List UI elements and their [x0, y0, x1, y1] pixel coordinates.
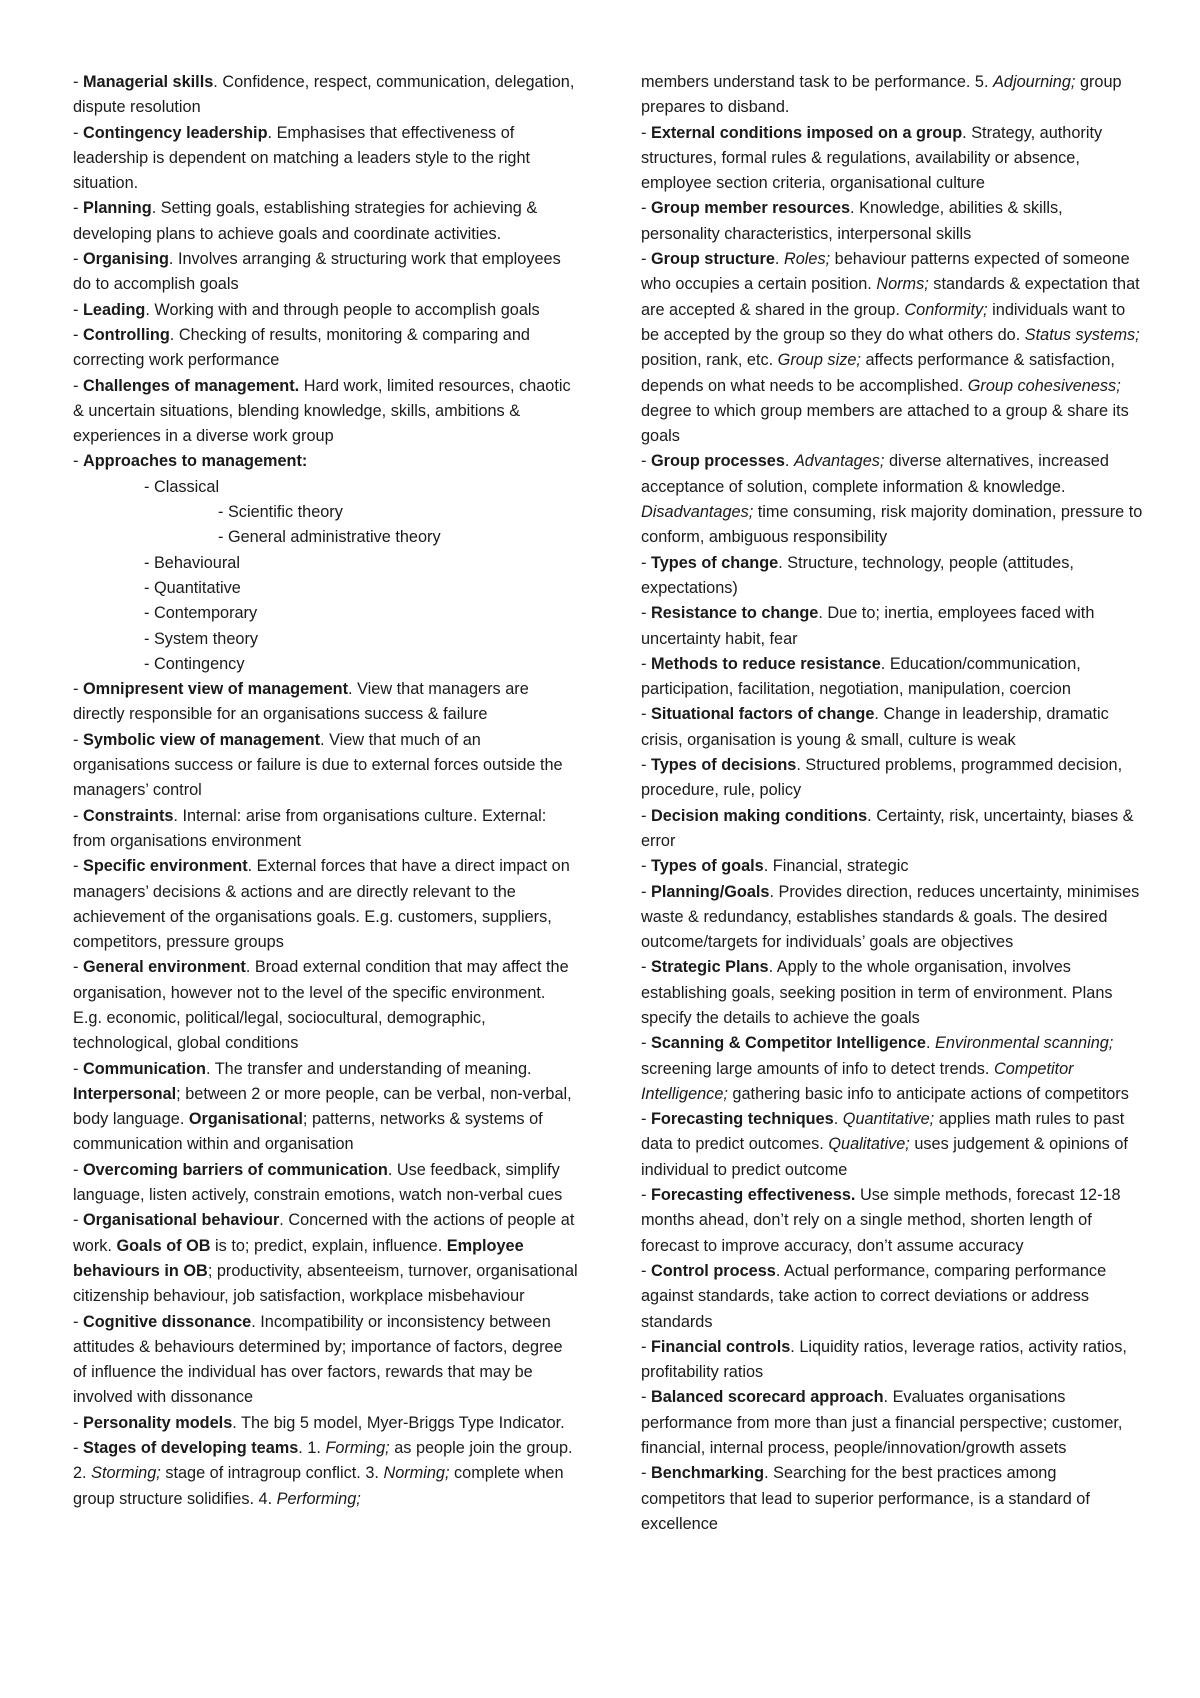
entry-financial-controls [641, 1335, 1144, 1386]
definition: . Involves arranging & structuring work that employees do to accomplish goals [73, 250, 561, 294]
definition: . Concerned with the actions of people at work. [73, 1211, 575, 1255]
dash: - [641, 452, 651, 471]
entry-external-conditions [641, 121, 1144, 197]
entry-forecasting-techniques [641, 1107, 1144, 1183]
definition: . Working with and through people to accomplish goals [145, 300, 540, 319]
definition: . [833, 1110, 843, 1129]
approach-general-administrative-theory: - General administrative theory [218, 528, 441, 547]
definition: . [774, 250, 784, 269]
entry-omnipresent-view [73, 677, 578, 728]
dash: - [641, 1186, 651, 1205]
definition: standards & expectation that are accepted & shared in the group. [641, 275, 1140, 319]
definition: affects performance & satisfaction, depends on what needs to be accomplished. [641, 351, 1115, 395]
entry-scanning-competitor-intelligence [641, 1031, 1144, 1107]
dash: - [641, 756, 651, 775]
approach-behavioural: - Behavioural [144, 553, 240, 572]
entry-approaches-to-management [73, 449, 578, 474]
entry-managerial-skills [73, 70, 578, 121]
dash: - [73, 680, 83, 699]
term: Situational factors of change [650, 705, 875, 724]
definition: . Financial, strategic [763, 857, 909, 876]
definition: uses judgement & opinions of individual to predict outcome [641, 1135, 1128, 1179]
entry-group-member-resources [641, 196, 1144, 247]
entry-overcoming-barriers [73, 1158, 578, 1209]
dash: - [641, 958, 651, 977]
definition: complete when group structure solidifies. 4. [73, 1464, 564, 1508]
dash: - [73, 73, 83, 91]
definition: . Apply to the whole organisation, involves establishing goals, seeking position in term of environment. Plans specify the details to achieve the goals [641, 958, 1113, 1027]
italic-term: Norming; [383, 1464, 450, 1483]
entry-organising [73, 247, 578, 298]
definition: . Provides direction, reduces uncertainty, minimises waste & redundancy, establishes standards & goals. The desired outcome/targets for individuals’ goals are objectives [641, 882, 1140, 952]
definition: gathering basic info to anticipate actions of competitors [727, 1084, 1129, 1103]
italic-term: Competitor Intelligence; [641, 1059, 1074, 1103]
italic-term: Norms; [876, 275, 929, 294]
term: Group processes [650, 452, 785, 471]
entry-general-environment [73, 955, 578, 1056]
italic-term: Disadvantages; [641, 503, 754, 522]
dash: - [73, 123, 83, 142]
left-column [73, 70, 578, 1512]
term: Methods to reduce resistance [650, 654, 881, 673]
entry-organisational-behaviour [73, 1208, 578, 1309]
dash: - [641, 1464, 651, 1483]
definition: ; patterns, networks & systems of communication within and organisation [73, 1110, 543, 1154]
definition: . Change in leadership, dramatic crisis, organisation is young & small, culture is weak [641, 705, 1109, 749]
entry-situational-factors [641, 702, 1144, 753]
entry-decision-making-conditions [641, 804, 1144, 855]
definition: is to; predict, explain, influence. [210, 1236, 447, 1255]
definition: position, rank, etc. [641, 351, 778, 370]
entry-balanced-scorecard [641, 1385, 1144, 1461]
term: Managerial skills [82, 73, 214, 91]
definition: screening large amounts of info to detect trends. [641, 1059, 994, 1078]
entry-personality-models [73, 1411, 578, 1436]
term: Scanning & Competitor Intelligence [650, 1034, 926, 1053]
entry-methods-to-reduce-resistance [641, 652, 1144, 703]
right-column [641, 70, 1144, 1537]
definition: . External forces that have a direct impact on managers’ decisions & actions and are directly relevant to the achievement of the organisations goals. E.g. customers, suppliers, competitors, pressure groups [73, 857, 570, 952]
term: Strategic Plans [650, 958, 769, 977]
entry-types-of-decisions [641, 753, 1144, 804]
dash: - [641, 123, 651, 142]
dash: - [641, 654, 651, 673]
term: Forecasting techniques [650, 1110, 834, 1129]
italic-term: Status systems; [1024, 325, 1140, 344]
dash: - [73, 300, 83, 319]
dash: - [73, 1312, 83, 1331]
dash: - [73, 730, 83, 749]
dash: - [641, 250, 651, 269]
entry-planning [73, 196, 578, 247]
definition: . 1. [298, 1439, 326, 1458]
definition: . Emphasises that effectiveness of leadership is dependent on matching a leaders style to the right situation. [73, 123, 531, 193]
entry-group-structure [641, 247, 1144, 449]
dash: - [73, 1439, 83, 1458]
entry-resistance-to-change [641, 601, 1144, 652]
dash: - [73, 452, 83, 471]
definition: as people join the group. 2. [73, 1439, 573, 1483]
definition: . Education/communication, participation, facilitation, negotiation, manipulation, coercion [641, 654, 1081, 699]
dash: - [73, 376, 83, 395]
entry-specific-environment [73, 854, 578, 955]
entry-control-process [641, 1259, 1144, 1335]
approach-quantitative: - Quantitative [144, 578, 241, 597]
entry-group-processes [641, 449, 1144, 550]
dash: - [73, 1211, 83, 1230]
definition: applies math rules to past data to predict outcomes. [641, 1110, 1125, 1154]
definition: . [784, 452, 794, 471]
definition: Use simple methods, forecast 12-18 months ahead, don’t rely on a single method, shorten length of forecast to improve accuracy, don’t assume accuracy [641, 1186, 1121, 1255]
entry-types-of-goals [641, 854, 1144, 879]
term: Interpersonal [73, 1084, 177, 1103]
definition: stage of intragroup conflict. 3. [160, 1464, 384, 1483]
definition: ; productivity, absenteeism, turnover, organisational citizenship behaviour, job satisfaction, workplace misbehaviour [73, 1261, 578, 1306]
italic-term: Performing; [276, 1489, 361, 1508]
definition: Hard work, limited resources, chaotic & uncertain situations, blending knowledge, skills, ambitions & experiences in a diverse work group [73, 376, 571, 446]
dash: - [73, 1413, 83, 1432]
term: Constraints [82, 806, 174, 825]
dash: - [73, 250, 83, 269]
term: Symbolic view of management [82, 730, 321, 749]
dash: - [73, 325, 83, 344]
term: Personality models [82, 1413, 233, 1432]
entry-forecasting-effectiveness [641, 1183, 1144, 1259]
definition: time consuming, risk majority domination, pressure to conform, ambiguous responsibility [641, 503, 1143, 547]
term: Leading [82, 300, 146, 319]
term: Decision making conditions [650, 806, 868, 825]
term: Planning [82, 199, 152, 218]
approach-scientific-theory: - Scientific theory [218, 503, 343, 522]
term: External conditions imposed on a group [650, 123, 963, 142]
term: Types of decisions [650, 756, 797, 775]
dash: - [641, 199, 651, 218]
definition: . Broad external condition that may affect the organisation, however not to the level of the specific environment. E.g. economic, political/legal, sociocultural, demographic, technological, global conditions [73, 958, 569, 1053]
entry-cognitive-dissonance [73, 1310, 578, 1411]
italic-term: Adjourning; [993, 73, 1076, 91]
term: Types of change [650, 553, 779, 572]
definition: . The big 5 model, Myer-Briggs Type Indicator. [232, 1413, 565, 1432]
term: Communication [82, 1059, 206, 1078]
dash: - [641, 882, 651, 901]
dash: - [641, 1034, 651, 1053]
italic-term: Roles; [783, 250, 831, 269]
term: Forecasting effectiveness. [650, 1186, 856, 1205]
definition: individuals want to be accepted by the group so they do what others do. [641, 300, 1126, 344]
definition: . Structured problems, programmed decision, procedure, rule, policy [641, 756, 1123, 800]
entry-strategic-plans [641, 955, 1144, 1031]
definition: . Searching for the best practices among competitors that lead to superior performance, is a standard of excellence [641, 1464, 1090, 1533]
term: Organisational behaviour [82, 1211, 280, 1230]
term: Types of goals [650, 857, 764, 876]
definition: . Liquidity ratios, leverage ratios, activity ratios, profitability ratios [641, 1337, 1127, 1382]
definition: . Use feedback, simplify language, listen actively, constrain emotions, watch non-verbal cues [73, 1160, 563, 1205]
definition: ; between 2 or more people, can be verbal, non-verbal, body language. [73, 1084, 572, 1129]
term: Organisational [188, 1110, 303, 1129]
dash: - [73, 1059, 83, 1078]
definition: . [925, 1034, 936, 1053]
term: Control process [650, 1261, 776, 1280]
italic-term: Advantages; [793, 452, 885, 471]
definition: . Incompatibility or inconsistency between attitudes & behaviours determined by; importance of factors, degree of influence the individual has over factors, rewards that may be involved with dissonance [73, 1312, 563, 1407]
italic-term: Storming; [91, 1464, 161, 1483]
definition: . Evaluates organisations performance from more than just a financial perspective; customer, financial, internal process, people/innovation/growth assets [641, 1388, 1123, 1458]
dash: - [641, 857, 651, 876]
definition: members understand task to be performance. 5. [641, 73, 994, 91]
dash: - [641, 705, 651, 724]
term: Financial controls [650, 1337, 791, 1356]
term: Planning/Goals [650, 882, 770, 901]
italic-term: Forming; [325, 1439, 390, 1458]
definition: . View that much of an organisations success or failure is due to external forces outside the managers’ control [73, 730, 563, 800]
dash: - [641, 553, 651, 572]
term: Balanced scorecard approach [650, 1388, 884, 1407]
approach-classical: - Classical [144, 477, 220, 496]
dash: - [73, 958, 83, 977]
term: Group member resources [650, 199, 851, 218]
dash: - [641, 1388, 651, 1407]
definition: behaviour patterns expected of someone who occupies a certain position. [641, 250, 1130, 294]
italic-term: Group cohesiveness; [967, 376, 1121, 395]
italic-term: Quantitative; [842, 1110, 935, 1129]
definition: group prepares to disband. [641, 73, 1122, 117]
dash: - [641, 1261, 651, 1280]
definition: . Setting goals, establishing strategies for achieving & developing plans to achieve goals and coordinate activities. [73, 199, 538, 243]
dash: - [73, 1160, 83, 1179]
definition: . Strategy, authority structures, formal rules & regulations, availability or absence, employee section criteria, organisational culture [641, 123, 1103, 193]
term: Resistance to change [650, 604, 819, 623]
term: Group structure [650, 250, 775, 269]
term: Cognitive dissonance [82, 1312, 252, 1331]
italic-term: Conformity; [904, 300, 988, 319]
definition: . Checking of results, monitoring & comparing and correcting work performance [73, 325, 530, 370]
term: Goals of OB [116, 1236, 211, 1255]
dash: - [641, 1337, 651, 1356]
term: Benchmarking [650, 1464, 765, 1483]
approach-contemporary: - Contemporary [144, 604, 258, 623]
italic-term: Qualitative; [828, 1135, 910, 1154]
definition: . Actual performance, comparing performance against standards, take action to correct deviations or address standards [641, 1261, 1107, 1331]
entry-leading [73, 298, 578, 323]
entry-communication [73, 1057, 578, 1158]
definition: . The transfer and understanding of meaning. [205, 1059, 532, 1078]
term: Organising [82, 250, 169, 269]
dash: - [641, 604, 651, 623]
approach-contingency: - Contingency [144, 654, 245, 673]
entry-contingency-leadership [73, 121, 578, 197]
dash: - [73, 806, 83, 825]
entry-stages-of-developing-teams [73, 1436, 578, 1512]
term: General environment [82, 958, 246, 977]
entry-constraints [73, 804, 578, 855]
approach-system-theory: - System theory [144, 629, 259, 648]
term: Controlling [82, 325, 170, 344]
entry-symbolic-view [73, 728, 578, 804]
entry-challenges-of-management [73, 374, 578, 450]
entry-controlling [73, 323, 578, 374]
definition: . View that managers are directly responsible for an organisations success & failure [73, 680, 529, 724]
term: Stages of developing teams [82, 1439, 299, 1458]
dash: - [641, 806, 651, 825]
definition: . Knowledge, abilities & skills, personality characteristics, interpersonal skills [641, 199, 1063, 243]
definition: diverse alternatives, increased acceptance of solution, complete information & knowledge. [641, 452, 1109, 496]
entry-adjourning-continued [641, 70, 1144, 121]
term: Contingency leadership [82, 123, 268, 142]
dash: - [73, 199, 83, 218]
italic-term: Environmental scanning; [935, 1034, 1114, 1053]
term: Specific environment [82, 857, 248, 876]
dash: - [641, 1110, 651, 1129]
definition: degree to which group members are attached to a group & share its goals [641, 401, 1129, 446]
term: Approaches to management: [82, 452, 308, 471]
definition: . Confidence, respect, communication, delegation, dispute resolution [73, 73, 575, 117]
entry-benchmarking [641, 1461, 1144, 1537]
definition: . Due to; inertia, employees faced with uncertainty habit, fear [641, 604, 1095, 648]
italic-term: Group size; [777, 351, 861, 370]
definition: . Certainty, risk, uncertainty, biases & error [641, 806, 1134, 850]
term: Challenges of management. [82, 376, 300, 395]
entry-planning-goals [641, 880, 1144, 956]
term: Omnipresent view of management [82, 680, 349, 699]
definition: . Internal: arise from organisations culture. External: from organisations environment [73, 806, 547, 850]
definition: . Structure, technology, people (attitudes, expectations) [641, 553, 1074, 597]
term: Overcoming barriers of communication [82, 1160, 388, 1179]
term: Employee behaviours in OB [73, 1236, 524, 1280]
dash: - [73, 857, 83, 876]
entry-types-of-change [641, 551, 1144, 602]
